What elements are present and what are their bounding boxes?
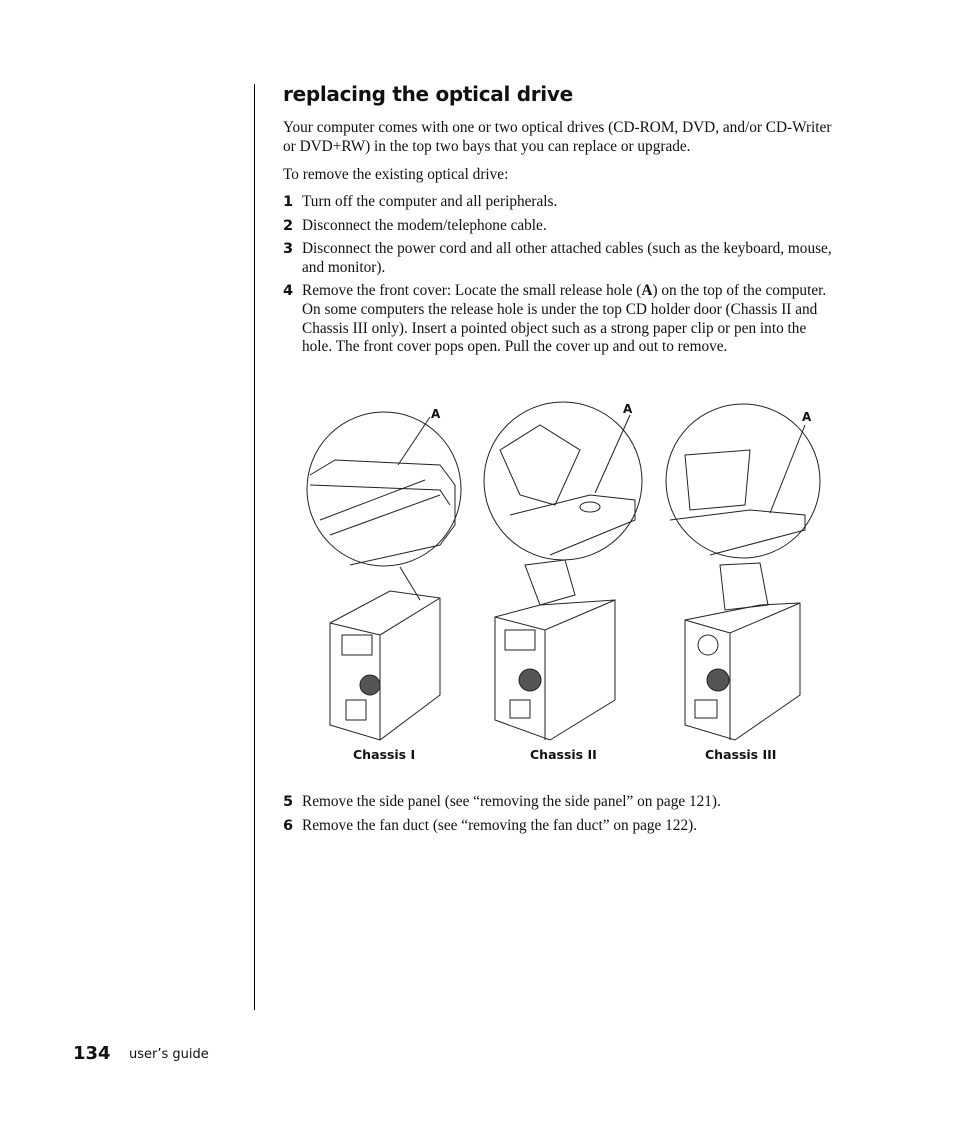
- callout-line: [595, 415, 630, 493]
- caption-chassis-3: Chassis III: [705, 747, 777, 762]
- magnifier-circle-chassis-3: [666, 404, 820, 558]
- step-number: 3: [283, 241, 294, 258]
- magnifier-circle-chassis-2: [484, 402, 642, 560]
- step-item: [283, 793, 838, 812]
- chassis-figure: [290, 395, 840, 775]
- steps-list: [283, 193, 838, 362]
- margin-rule: [254, 84, 255, 1010]
- step-text: Disconnect the power cord and all other attached cables (such as the keyboard, mouse, and monitor).: [302, 240, 832, 276]
- step-item: [283, 240, 838, 277]
- step-text-after: ) on the top of the computer. On some computers the release hole is under the top CD holder door (Chassis II and Chassis III only). Insert a pointed object such as a strong paper clip or pen into the hole. The front cover pops open. Pull the cover up and out to remove.: [302, 282, 827, 356]
- steps-list-continued: [283, 793, 838, 840]
- step-text: Remove the side panel (see “removing the side panel” on page 121).: [302, 793, 721, 810]
- step-number: 2: [283, 217, 294, 234]
- page-number: 134: [73, 1043, 111, 1064]
- step-text-bold: A: [641, 282, 653, 300]
- step-item: [283, 193, 838, 212]
- lead-paragraph: To remove the existing optical drive:: [283, 166, 509, 183]
- callout-line: [398, 417, 430, 465]
- callout-a-chassis-3: A: [802, 410, 812, 424]
- chassis-illustration: [290, 395, 840, 775]
- step-number: 4: [283, 283, 294, 300]
- section-title: replacing the optical drive: [283, 82, 573, 106]
- caption-chassis-2: Chassis II: [530, 747, 597, 762]
- footer-label: user’s guide: [129, 1047, 209, 1062]
- step-number: 1: [283, 194, 294, 210]
- magnifier-circle-chassis-1: [307, 412, 461, 566]
- callout-line: [770, 425, 805, 513]
- callout-a-chassis-1: A: [431, 407, 441, 421]
- step-text: Disconnect the modem/telephone cable.: [302, 216, 547, 234]
- step-number: 6: [283, 817, 294, 834]
- caption-chassis-1: Chassis I: [353, 747, 416, 762]
- step-number: 5: [283, 794, 294, 810]
- step-text: Remove the fan duct (see “removing the fan duct” on page 122).: [302, 816, 698, 834]
- step-item: [283, 217, 838, 236]
- step-item: [283, 282, 838, 356]
- step-text-before: Remove the front cover: Locate the small release hole (: [302, 282, 642, 300]
- callout-a-chassis-2: A: [623, 402, 633, 416]
- intro-paragraph: Your computer comes with one or two optical drives (CD-ROM, DVD, and/or CD-Writer or DVD+RW) in the top two bays that you can replace or upgrade.: [283, 119, 832, 155]
- step-item: [283, 817, 838, 836]
- step-text: Turn off the computer and all peripherals.: [302, 193, 558, 210]
